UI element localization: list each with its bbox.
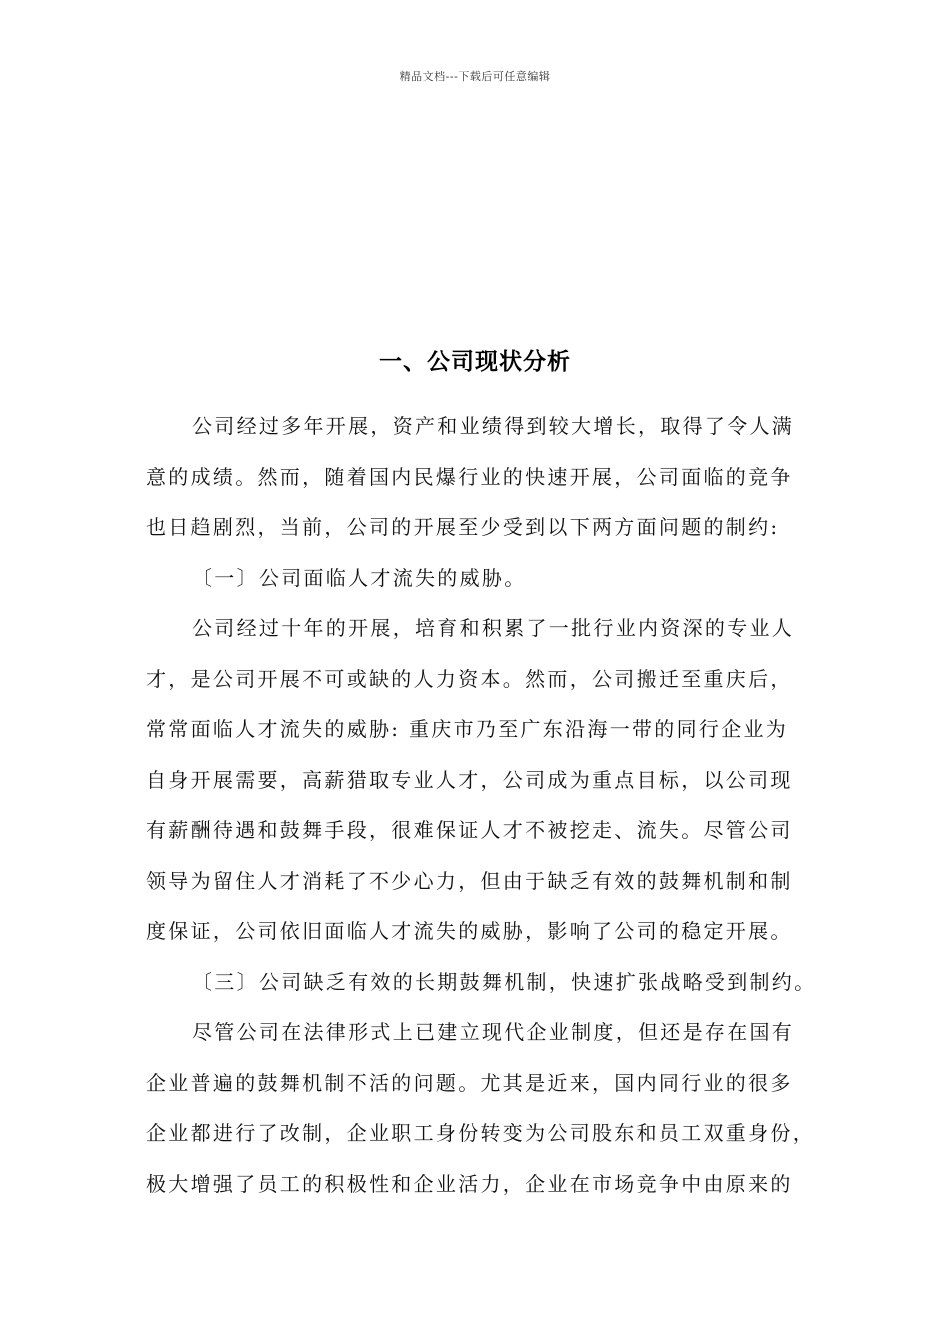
- paragraph-line: 度保证，公司依旧面临人才流失的威胁，影响了公司的稳定开展。: [146, 919, 793, 943]
- paragraph-line: 才，是公司开展不可或缺的人力资本。然而，公司搬迁至重庆后，: [146, 666, 793, 691]
- paragraph-line: 意的成绩。然而，随着国内民爆行业的快速开展，公司面临的竞争: [146, 464, 793, 489]
- subheading-line: 〔一〕公司面临人才流失的威胁。: [192, 565, 527, 590]
- paragraph-line: 公司经过十年的开展，培育和积累了一批行业内资深的专业人: [192, 616, 795, 640]
- paragraph-line: 公司经过多年开展，资产和业绩得到较大增长，取得了令人满: [192, 414, 795, 438]
- paragraph-line: 自身开展需要，高薪猎取专业人才，公司成为重点目标，以公司现: [146, 767, 793, 792]
- paragraph-line: 企业都进行了改制，企业职工身份转变为公司股东和员工双重身份，: [146, 1121, 815, 1145]
- paragraph-line: 也日趋剧烈，当前，公司的开展至少受到以下两方面问题的制约:: [146, 515, 780, 539]
- section-title: 一、公司现状分析: [379, 349, 571, 375]
- paragraph-line: 企业普遍的鼓舞机制不活的问题。尤其是近来，国内同行业的很多: [146, 1070, 793, 1095]
- page-header-note: 精品文档---下载后可任意编辑: [399, 70, 551, 83]
- paragraph-line: 常常面临人才流失的威胁: 重庆市乃至广东沿海一带的同行企业为: [146, 717, 789, 741]
- paragraph-line: 有薪酬待遇和鼓舞手段，很难保证人才不被挖走、流失。尽管公司: [146, 818, 793, 842]
- paragraph-line: 极大增强了员工的积极性和企业活力，企业在市场竞争中由原来的: [146, 1171, 793, 1196]
- subheading-line: 〔三〕公司缺乏有效的长期鼓舞机制，快速扩张战略受到制约。: [192, 969, 817, 994]
- document-body: [146, 401, 817, 1209]
- paragraph-line: 尽管公司在法律形式上已建立现代企业制度，但还是存在国有: [192, 1020, 795, 1044]
- paragraph-line: 领导为留住人才消耗了不少心力，但由于缺乏有效的鼓舞机制和制: [146, 868, 793, 893]
